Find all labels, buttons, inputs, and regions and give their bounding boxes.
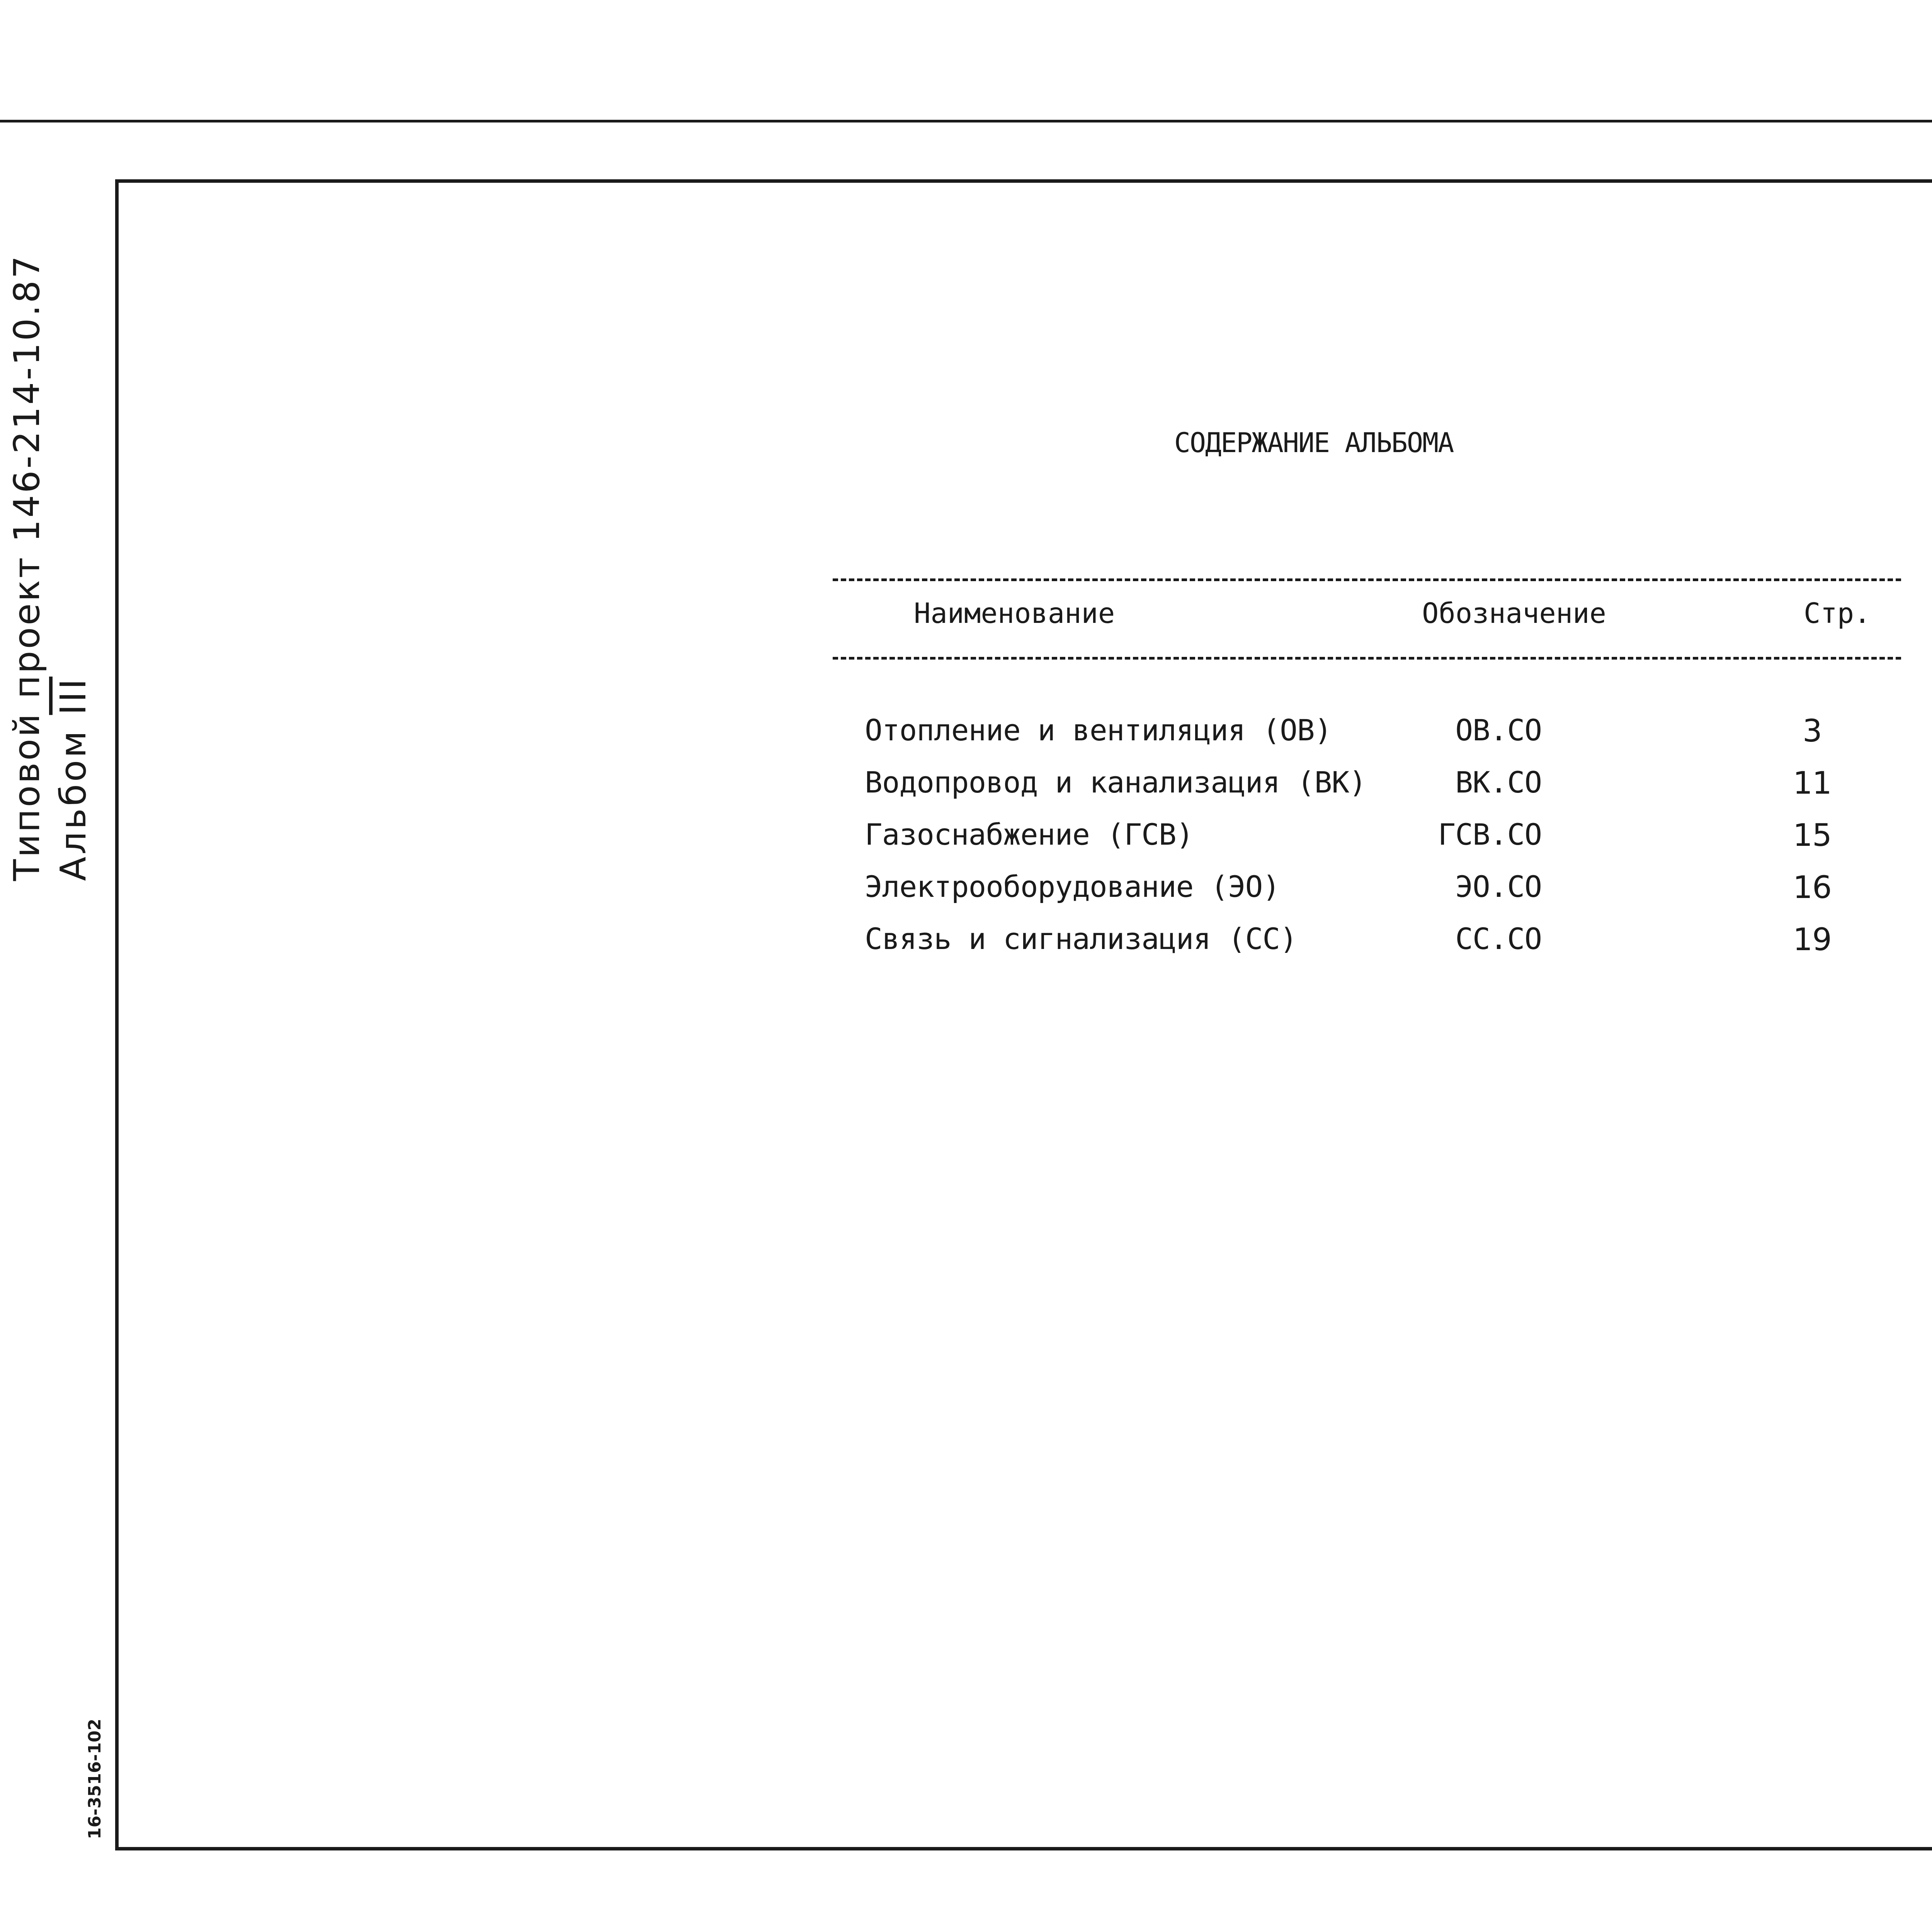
column-header-name: Наименование bbox=[914, 597, 1115, 629]
album-number: $\overline{III}$ bbox=[53, 676, 94, 715]
row-page: 19 bbox=[1793, 922, 1832, 957]
row-code: ГСВ.СО bbox=[1438, 817, 1542, 852]
table-row bbox=[0, 817, 1932, 869]
row-name: Связь и сигнализация (СС) bbox=[865, 922, 1297, 956]
table-header-rule bbox=[833, 657, 1901, 660]
row-page: 11 bbox=[1793, 765, 1832, 801]
table-row bbox=[0, 713, 1932, 765]
row-code: ОВ.СО bbox=[1455, 713, 1542, 747]
row-name: Отопление и вентиляция (ОВ) bbox=[865, 713, 1332, 747]
table-row bbox=[0, 869, 1932, 922]
archive-stamp: 16-3516-102 bbox=[85, 1718, 105, 1839]
row-page: 3 bbox=[1803, 713, 1822, 749]
row-code: ВК.СО bbox=[1455, 765, 1542, 799]
row-code: СС.СО bbox=[1455, 922, 1542, 956]
album-label: Альбом bbox=[53, 728, 94, 881]
column-header-page: Стр. bbox=[1804, 597, 1871, 629]
row-code: ЭО.СО bbox=[1455, 869, 1542, 904]
table-row bbox=[0, 765, 1932, 817]
contents-title: СОДЕРЖАНИЕ АЛЬБОМА bbox=[1174, 427, 1454, 459]
row-page: 16 bbox=[1793, 869, 1832, 905]
side-title-project: Типовой проект 146-214-10.87 bbox=[6, 254, 48, 881]
column-header-code: Обозначение bbox=[1422, 597, 1606, 629]
row-name: Газоснабжение (ГСВ) bbox=[865, 817, 1194, 852]
row-name: Водопровод и канализация (ВК) bbox=[865, 765, 1366, 799]
row-page: 15 bbox=[1793, 817, 1832, 853]
row-name: Электрооборудование (ЭО) bbox=[865, 869, 1280, 904]
table-row bbox=[0, 922, 1932, 974]
sheet-top-edge bbox=[0, 120, 1932, 122]
table-top-rule bbox=[833, 578, 1901, 581]
